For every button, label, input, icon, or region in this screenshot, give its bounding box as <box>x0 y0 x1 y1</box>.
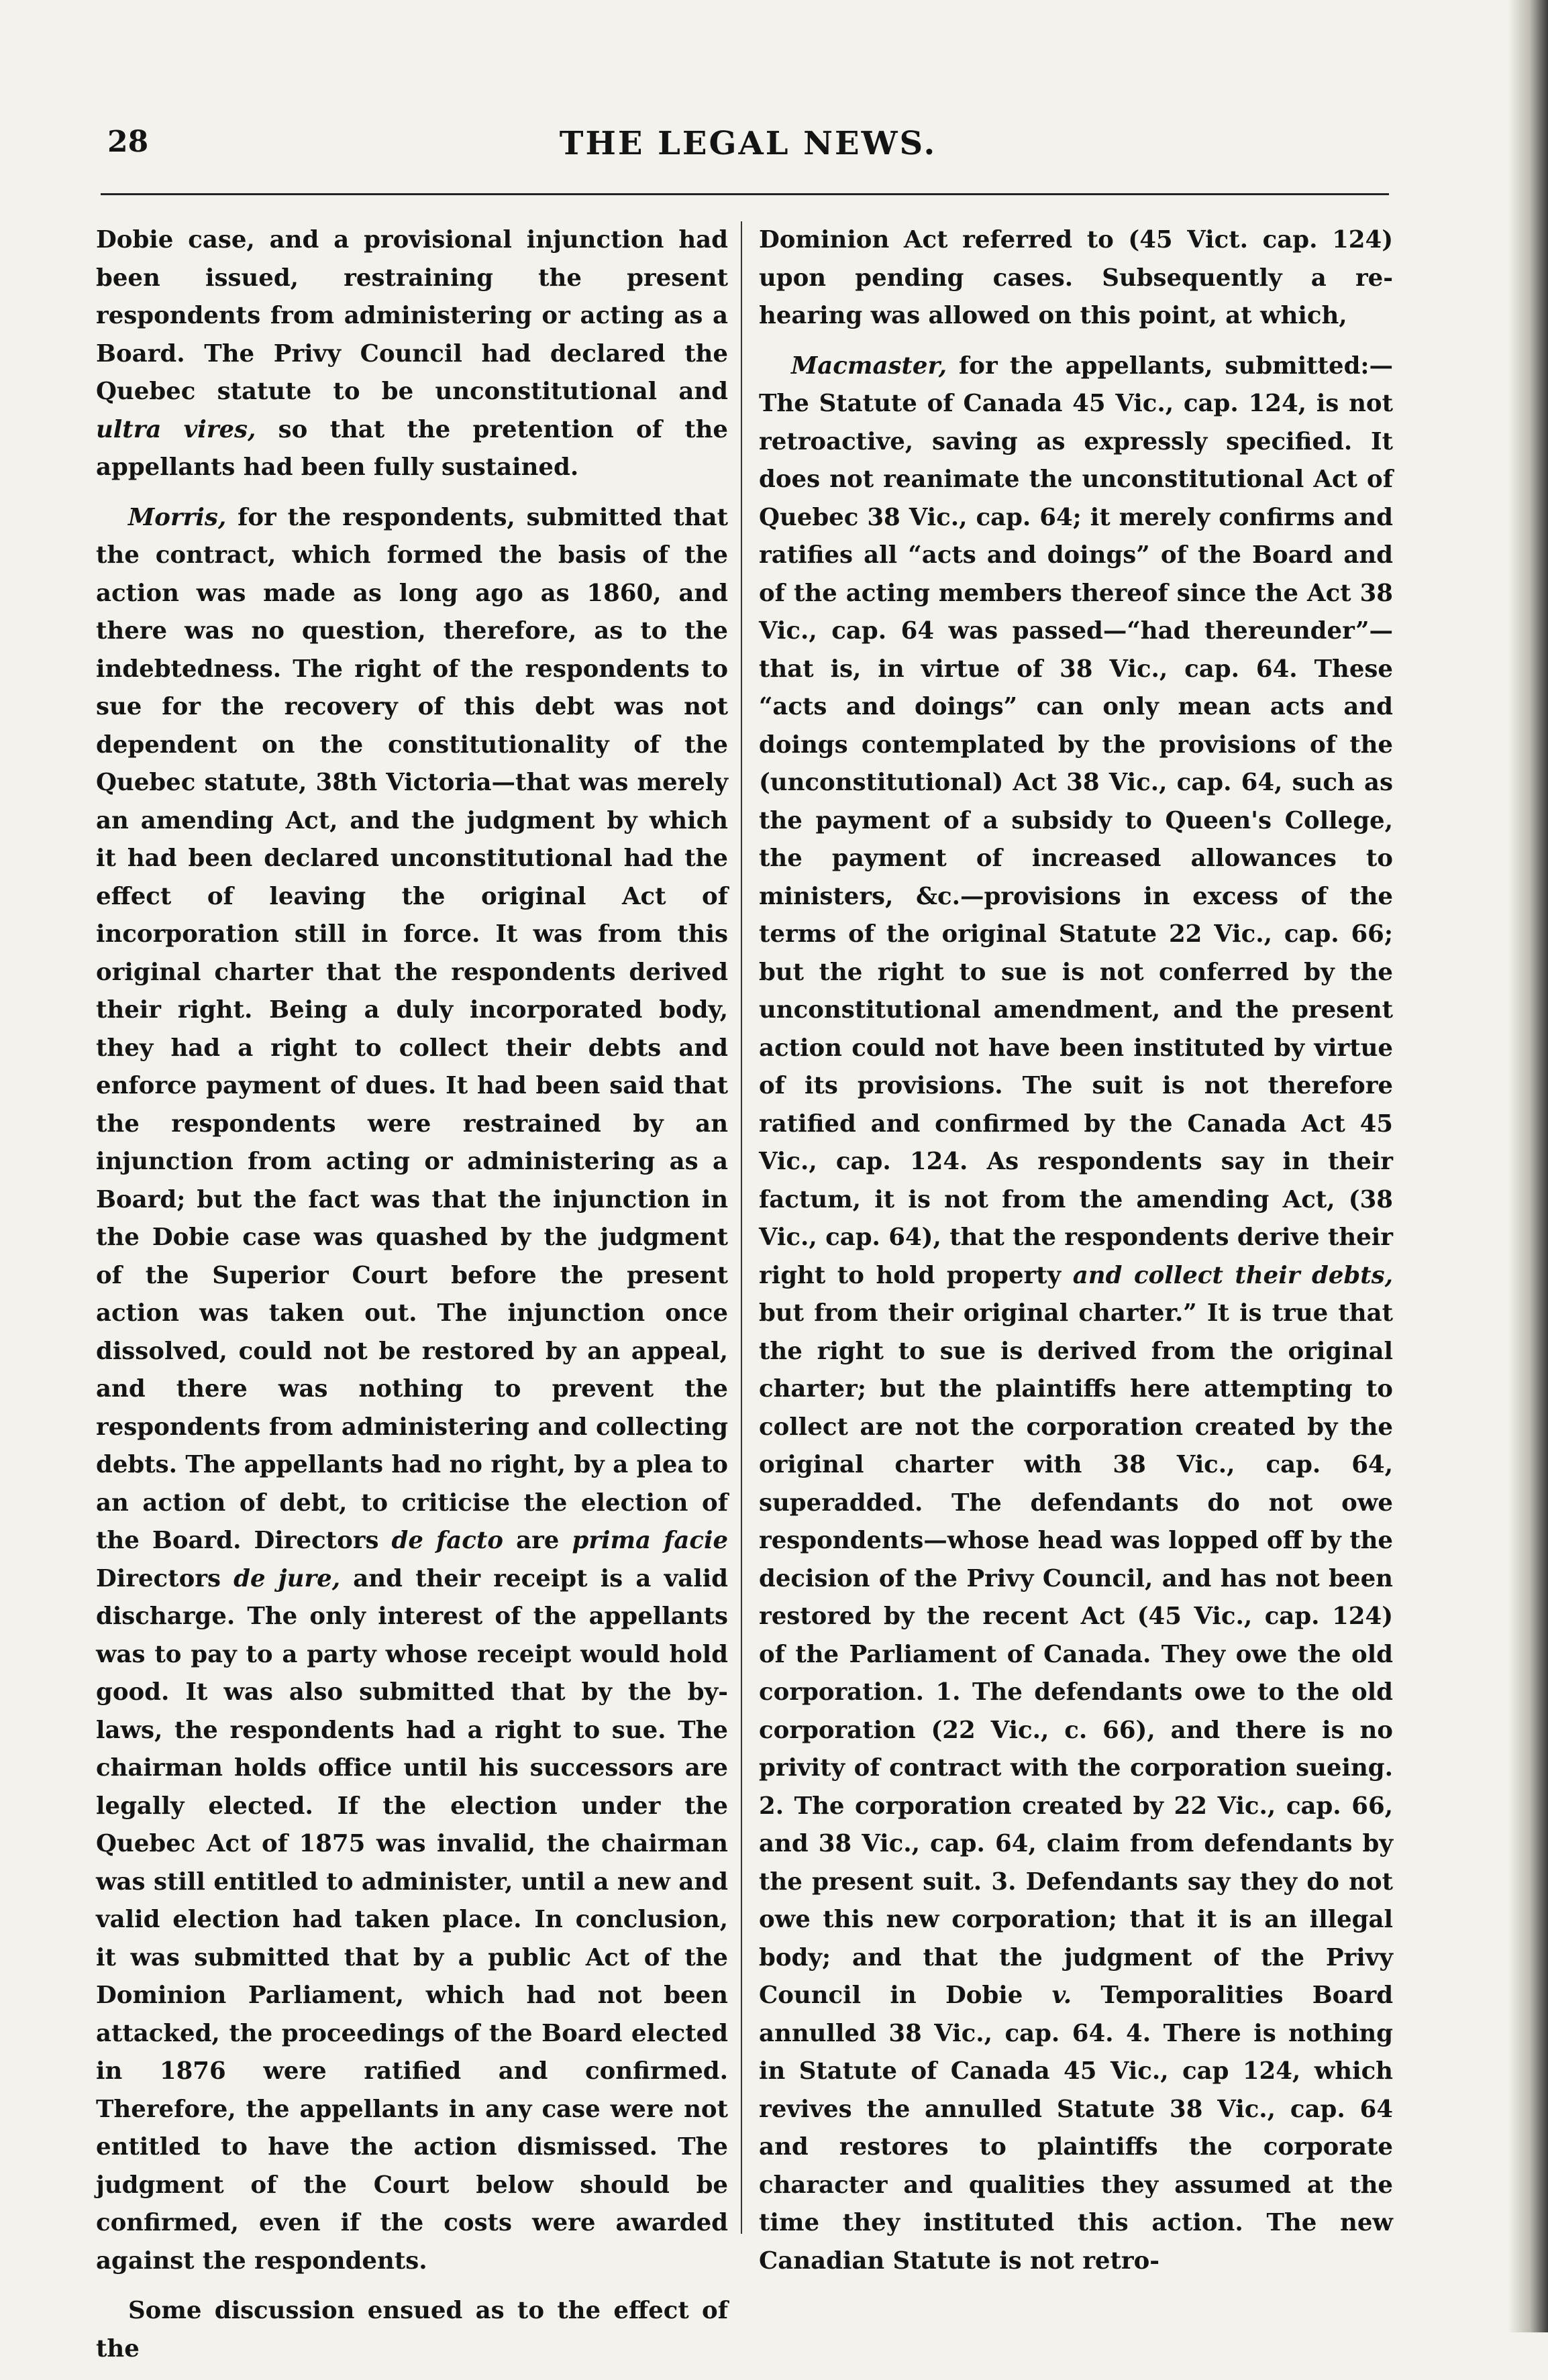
paragraph: Dominion Act referred to (45 Vict. cap. 124) upon pending cases. Subsequently a re-hearing was allowed on this point, at which, <box>759 226 1393 329</box>
running-header <box>101 119 1396 180</box>
header-rule <box>101 193 1389 195</box>
running-title: THE LEGAL NEWS. <box>559 125 937 162</box>
right-column <box>759 221 1393 2292</box>
paragraph: Dobie case, and a provisional injunction had been issued, restraining the present respondents from administering or acting as a Board. The Privy Council had declared the Quebec statute to be unconstitutional and ultra vires, so that the pretention of the appellants had been fully sustained. <box>96 226 728 481</box>
counsel-name: Morris, <box>128 503 227 531</box>
counsel-name: Macmaster, <box>791 351 947 380</box>
paragraph: Some discussion ensued as to the effect of the <box>96 2297 728 2363</box>
paragraph: Morris, for the respondents, submitted that the contract, which formed the basis of the action was made as long ago as 1860, and there was no question, therefore, as to the indebtedness. The right of the respondents to sue for the recovery of this debt was not dependent on the constitutionality of the Quebec statute, 38th Victoria—that was merely an amending Act, and the judgment by which it had been declared unconstitutional had the effect of leaving the original Act of incorporation still in force. It was from this original charter that the respondents derived their right. Being a duly incorporated body, they had a right to collect their debts and enforce payment of dues. It had been said that the respondents were restrained by an injunction from acting or administering as a Board; but the fact was that the injunction in the Dobie case was quashed by the judgment of the Superior Court before the present action was taken out. The injunction once dissolved, could not be restored by an appeal, and there was nothing to prevent the respondents from administering and collecting debts. The appellants had no right, by a plea to an action of debt, to criticise the election of the Board. Directors de facto are prima facie Directors de jure, and their receipt is a valid discharge. The only interest of the appellants was to pay to a party whose receipt would hold good. It was also submitted that by the by-laws, the respondents had a right to sue. The chairman holds office until his successors are legally elected. If the election under the Quebec Act of 1875 was invalid, the chairman was still entitled to administer, until a new and valid election had taken place. In conclusion, it was submitted that by a public Act of the Dominion Parliament, which had not been attacked, the proceedings of the Board elected in 1876 were ratified and confirmed. Therefore, the appellants in any case were not entitled to have the action dismissed. The judgment of the Court below should be confirmed, even if the costs were awarded against the respondents. <box>96 503 729 2275</box>
left-column <box>96 221 728 2380</box>
column-divider <box>741 221 742 2234</box>
paragraph: Macmaster, for the appellants, submitted:—The Statute of Canada 45 Vic., cap. 124, is not retroactive, saving as expressly specified. It does not reanimate the unconstitutional Act of Quebec 38 Vic., cap. 64; it merely confirms and ratifies all “acts and doings” of the Board and of the acting members thereof since the Act 38 Vic., cap. 64 was passed—“had thereunder”—that is, in virtue of 38 Vic., cap. 64. These “acts and doings” can only mean acts and doings contemplated by the provisions of the (unconstitutional) Act 38 Vic., cap. 64, such as the payment of a subsidy to Queen's College, the payment of increased allowances to ministers, &c.—provisions in excess of the terms of the original Statute 22 Vic., cap. 66; but the right to sue is not conferred by the unconstitutional amendment, and the present action could not have been instituted by virtue of its provisions. The suit is not therefore ratified and confirmed by the Canada Act 45 Vic., cap. 124. As respondents say in their factum, it is not from the amending Act, (38 Vic., cap. 64), that the respondents derive their right to hold property and collect their debts, but from their original charter.” It is true that the right to sue is derived from the original charter; but the plaintiffs here attempting to collect are not the corporation created by the original charter with 38 Vic., cap. 64, superadded. The defendants do not owe respondents—whose head was lopped off by the decision of the Privy Council, and has not been restored by the recent Act (45 Vic., cap. 124) of the Parliament of Canada. They owe the old corporation. 1. The defendants owe to the old corporation (22 Vic., c. 66), and there is no privity of contract with the corporation sueing. 2. The corporation created by 22 Vic., cap. 66, and 38 Vic., cap. 64, claim from defendants by the present suit. 3. Defendants say they do not owe this new corporation; that it is an illegal body; and that the judgment of the Privy Council in Dobie v. Temporalities Board annulled 38 Vic., cap. 64. 4. There is nothing in Statute of Canada 45 Vic., cap 124, which revives the annulled Statute 38 Vic., cap. 64 and restores to plaintiffs the corporate character and qualities they assumed at the time they instituted this action. The new Canadian Statute is not retro- <box>759 351 1394 2275</box>
page-number: 28 <box>107 125 149 159</box>
page-binding-edge <box>1508 0 1548 2332</box>
